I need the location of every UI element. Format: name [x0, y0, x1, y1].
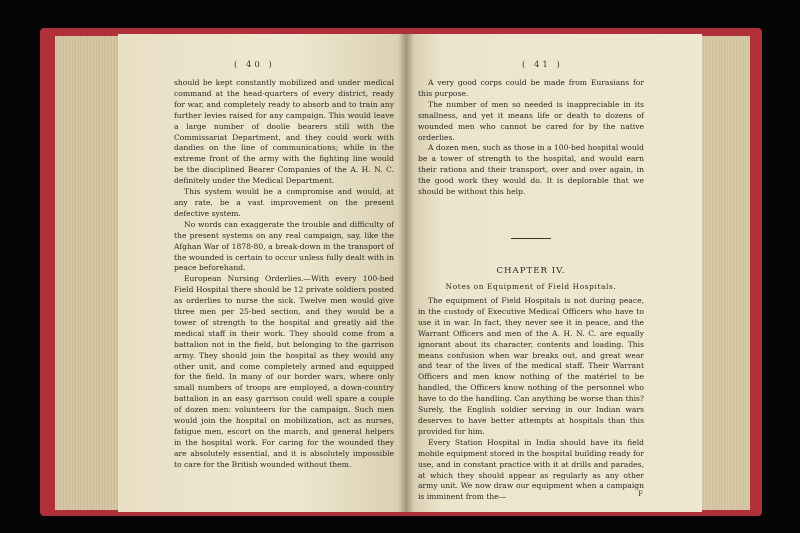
book-gutter — [398, 34, 414, 512]
right-page-edges — [700, 36, 750, 510]
signature-mark: F — [638, 490, 643, 498]
right-page-body-bottom — [418, 296, 644, 503]
right-page-number: ( 41 ) — [522, 60, 563, 70]
right-paragraph-1: A very good corps could be made from Eurasians for this purpose. — [418, 78, 644, 98]
left-page-body — [174, 78, 394, 471]
chapter-subtitle: Notes on Equipment of Field Hospitals. — [445, 282, 617, 291]
left-paragraph-4: European Nursing Orderlies.—With every 100-bed Field Hospital there should be 12 private soldiers posted as orderlies to nurse the sick. Twelve men would give three men per 25-bed section, and they would be a tower of strength to the hospital and greatly aid the medical staff in their work. They should come from a battalion not in the field, but belonging to the garrison army. They should join the hospital as they would any other unit, and come completely armed and equipped for the field. In many of our border wars, where only small numbers of troops are employed, a down-country battalion in an easy garrison could well spare a couple of dozen men: volunteers for the campaign. Such men would join the hospital on mobilization, act as nurses, fatigue men, escort on the march, and general helpers in the hospital work. For caring for the wounded they are absolutely essential, and it is absolutely impossible to care for the British wounded without them. — [174, 274, 394, 469]
right-page-body-top — [418, 78, 644, 198]
left-page-number: ( 40 ) — [234, 60, 275, 70]
left-paragraph-1: should be kept constantly mobilized and under medical command at the head-quarters of every district, ready for war, and completely ready to absorb and to train any further levies raised for any campaign. This would leave a large number of doolie bearers still with the Commissariat Department, and they could work with dandies on the line of communications; while in the extreme front of the army with the fighting line would be the disciplined Bearer Companies of the A. H. N. C. definitely under the Medical Department. — [174, 78, 394, 186]
right-paragraph-2: The number of men so needed is inappreciable in its smallness, and yet it means life or death to dozens of wounded men who cannot be cared for by the native orderlies. — [418, 99, 644, 142]
right-paragraph-5: Every Station Hospital in India should have its field mobile equipment stored in the hospital building ready for use, and in constant practice with it at drills and parades, at which they should appear as regularly as any other army unit. We now draw our equipment when a campaign is imminent from the— — [418, 437, 644, 502]
left-paragraph-3: No words can exaggerate the trouble and difficulty of the present systems on any real campaign, say, like the Afghan War of 1878-80, a break-down in the transport of the wounded is certain to occur unless fully dealt with in peace beforehand. — [174, 219, 394, 273]
left-page — [118, 34, 406, 512]
right-paragraph-3: A dozen men, such as those in a 100-bed hospital would be a tower of strength to the hospital, and would earn their rations and their transport, over and over again, in the good work they would do. It is deplorable that we should be without this help. — [418, 143, 644, 197]
chapter-heading: CHAPTER IV. — [496, 266, 566, 276]
left-page-edges — [55, 36, 119, 510]
left-paragraph-2: This system would be a compromise and would, at any rate, be a vast improvement on the present defective system. — [174, 187, 394, 218]
right-page — [406, 34, 702, 512]
section-divider — [511, 238, 551, 239]
right-paragraph-4: The equipment of Field Hospitals is not during peace, in the custody of Executive Medical Officers who have to use it in war. In fact, they never see it in peace, and the Warrant Officers and men of the A. H. N. C. are equally ignorant about its character, contents and loading. This means confusion when war breaks out, and great wear and tear of the lives of the medical staff. Their Warrant Officers and men know nothing of the matériel to be handled, the Officers know nothing of the personnel who have to do the handling. Can anything be worse than this? Surely, the English soldier serving in our Indian wars deserves to have better attempts at hospitals than this provided for him. — [418, 296, 644, 436]
